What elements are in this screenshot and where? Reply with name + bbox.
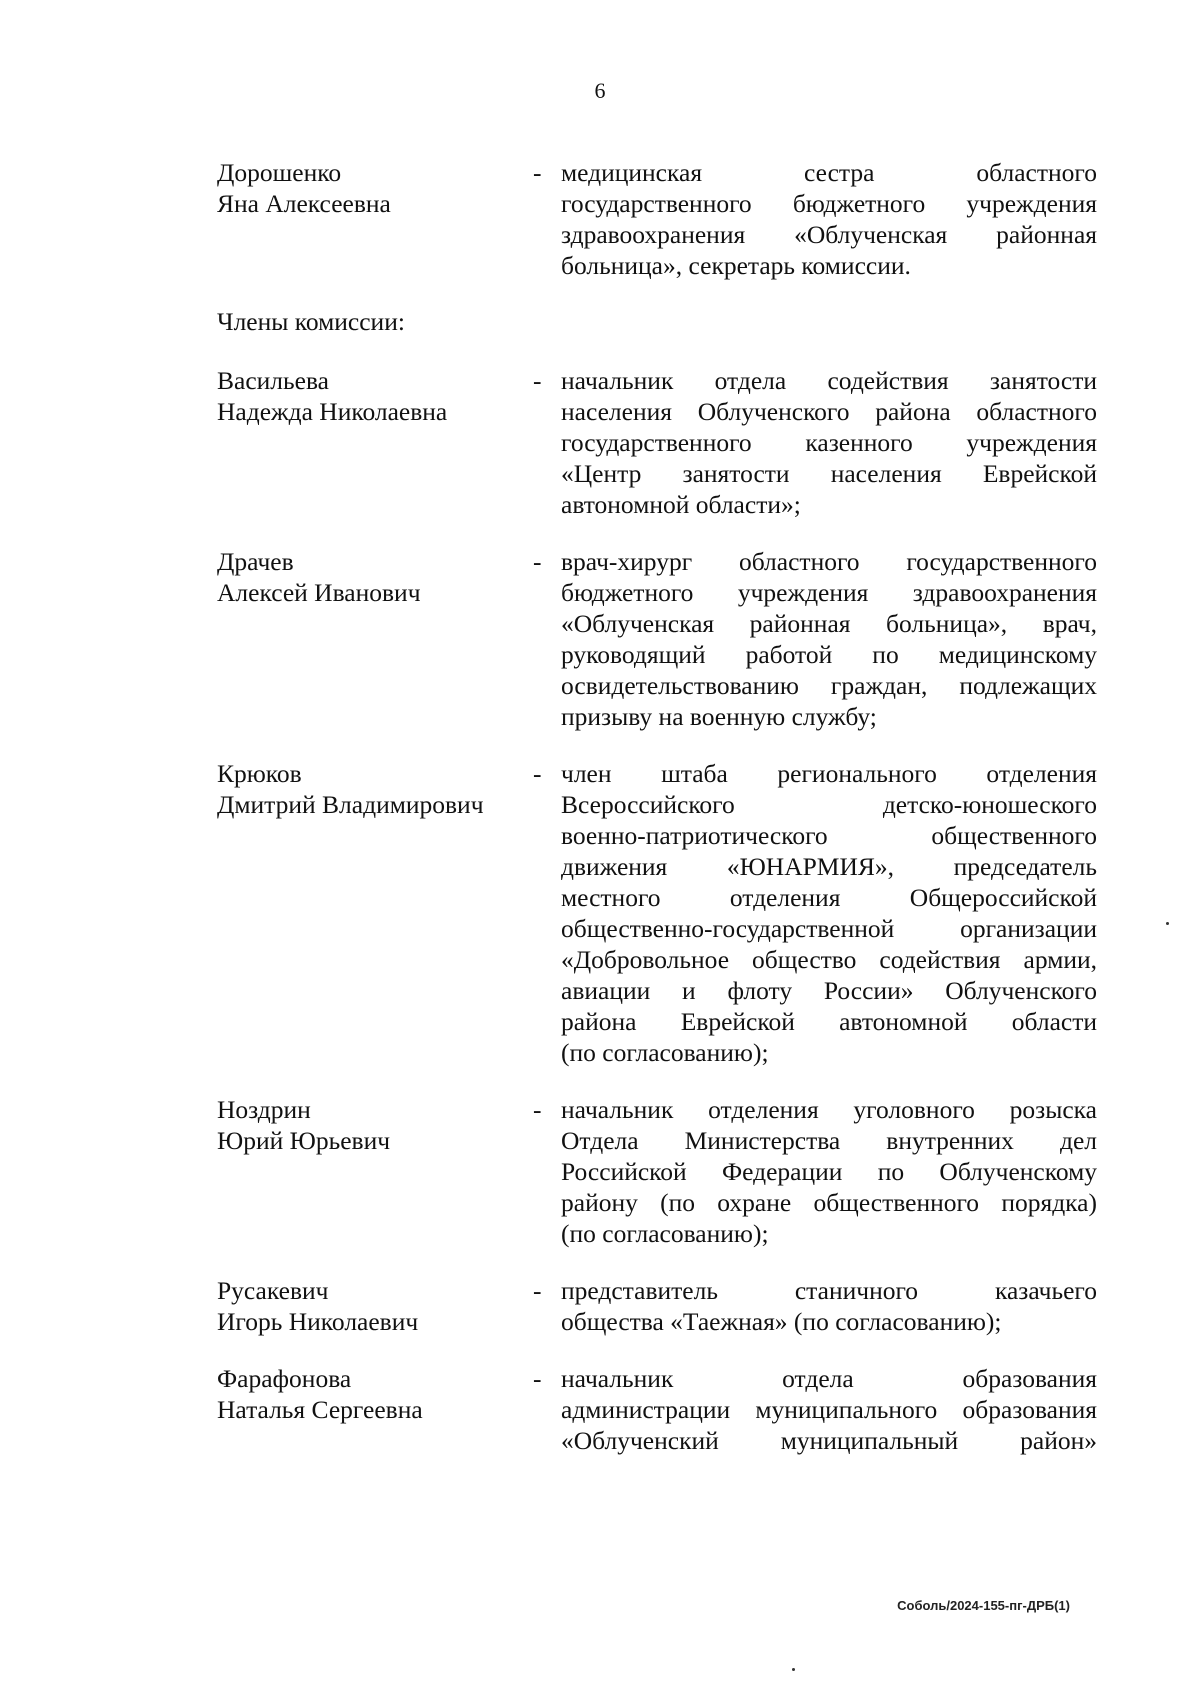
member-entry xyxy=(217,1275,1097,1337)
position-description xyxy=(561,365,1097,520)
description-line: «Облученская районная больница», врач, xyxy=(561,609,1097,638)
description-line: (по согласованию); xyxy=(561,1038,769,1067)
description-line: движения «ЮНАРМИЯ», председатель xyxy=(561,852,1097,881)
dash: - xyxy=(533,759,542,788)
description-line: начальник отдела образования xyxy=(561,1364,1097,1393)
person-name xyxy=(217,1275,533,1337)
surname: Дорошенко xyxy=(217,158,342,187)
description-line: освидетельствованию граждан, подлежащих xyxy=(561,671,1097,700)
scan-speck xyxy=(1166,922,1169,925)
description-line: бюджетного учреждения здравоохранения xyxy=(561,578,1097,607)
description-line: Всероссийского детско-юношеского xyxy=(561,790,1097,819)
description-line: (по согласованию); xyxy=(561,1219,769,1248)
description-line: государственного казенного учреждения xyxy=(561,428,1097,457)
given-names: Яна Алексеевна xyxy=(217,189,391,218)
given-names: Алексей Иванович xyxy=(217,578,421,607)
members-heading: Члены комиссии: xyxy=(217,307,405,336)
dash: - xyxy=(533,158,542,187)
given-names: Надежда Николаевна xyxy=(217,397,448,426)
member-entry xyxy=(217,546,1097,732)
description-line: «Центр занятости населения Еврейской xyxy=(561,459,1097,488)
description-line: медицинская сестра областного xyxy=(561,158,1097,187)
position-description xyxy=(561,758,1097,1068)
given-names: Наталья Сергеевна xyxy=(217,1395,423,1424)
description-line: «Облученский муниципальный район» xyxy=(561,1426,1097,1455)
given-names: Дмитрий Владимирович xyxy=(217,790,484,819)
dash: - xyxy=(533,547,542,576)
surname: Русакевич xyxy=(217,1276,329,1305)
description-line: района Еврейской автономной области xyxy=(561,1007,1097,1036)
description-line: здравоохранения «Облученская районная xyxy=(561,220,1097,249)
description-line: Российской Федерации по Облученскому xyxy=(561,1157,1097,1186)
person-name xyxy=(217,1094,533,1249)
surname: Ноздрин xyxy=(217,1095,311,1124)
dash: - xyxy=(533,366,542,395)
member-entry xyxy=(217,365,1097,520)
surname: Крюков xyxy=(217,759,302,788)
surname: Драчев xyxy=(217,547,294,576)
member-entry xyxy=(217,758,1097,1068)
member-entry xyxy=(217,1094,1097,1249)
document-code: Соболь/2024-155-пг-ДРБ(1) xyxy=(897,1598,1070,1613)
person-name xyxy=(217,546,533,732)
description-line: начальник отдела содействия занятости xyxy=(561,366,1097,395)
position-description xyxy=(561,1363,1097,1456)
description-line: общественно-государственной организации xyxy=(561,914,1097,943)
description-line: автономной области»; xyxy=(561,490,801,519)
page-number: 6 xyxy=(594,78,606,103)
commission-list xyxy=(217,157,1097,1456)
description-line: член штаба регионального отделения xyxy=(561,759,1097,788)
description-line: району (по охране общественного порядка) xyxy=(561,1188,1097,1217)
given-names: Игорь Николаевич xyxy=(217,1307,419,1336)
description-line: местного отделения Общероссийской xyxy=(561,883,1097,912)
description-line: Отдела Министерства внутренних дел xyxy=(561,1126,1097,1155)
description-line: населения Облученского района областного xyxy=(561,397,1097,426)
description-line: больница», секретарь комиссии. xyxy=(561,251,911,280)
member-entry xyxy=(217,1363,1097,1456)
description-line: государственного бюджетного учреждения xyxy=(561,189,1097,218)
position-description xyxy=(561,157,1097,281)
dash: - xyxy=(533,1276,542,1305)
position-description xyxy=(561,1275,1097,1337)
dash: - xyxy=(533,1364,542,1393)
person-name xyxy=(217,365,533,520)
description-line: администрации муниципального образования xyxy=(561,1395,1097,1424)
description-line: начальник отделения уголовного розыска xyxy=(561,1095,1097,1124)
description-line: авиации и флоту России» Облученского xyxy=(561,976,1097,1005)
person-name xyxy=(217,157,533,281)
position-description xyxy=(561,1094,1097,1249)
person-name xyxy=(217,1363,533,1456)
description-line: врач-хирург областного государственного xyxy=(561,547,1097,576)
description-line: руководящий работой по медицинскому xyxy=(561,640,1097,669)
description-line: призыву на военную службу; xyxy=(561,702,877,731)
position-description xyxy=(561,546,1097,732)
description-line: военно-патриотического общественного xyxy=(561,821,1097,850)
surname: Фарафонова xyxy=(217,1364,352,1393)
scan-speck xyxy=(792,1668,795,1671)
secretary-entry xyxy=(217,157,1097,281)
description-line: представитель станичного казачьего xyxy=(561,1276,1097,1305)
description-line: «Добровольное общество содействия армии, xyxy=(561,945,1097,974)
given-names: Юрий Юрьевич xyxy=(217,1126,391,1155)
dash: - xyxy=(533,1095,542,1124)
surname: Васильева xyxy=(217,366,329,395)
description-line: общества «Таежная» (по согласованию); xyxy=(561,1307,1002,1336)
person-name xyxy=(217,758,533,1068)
